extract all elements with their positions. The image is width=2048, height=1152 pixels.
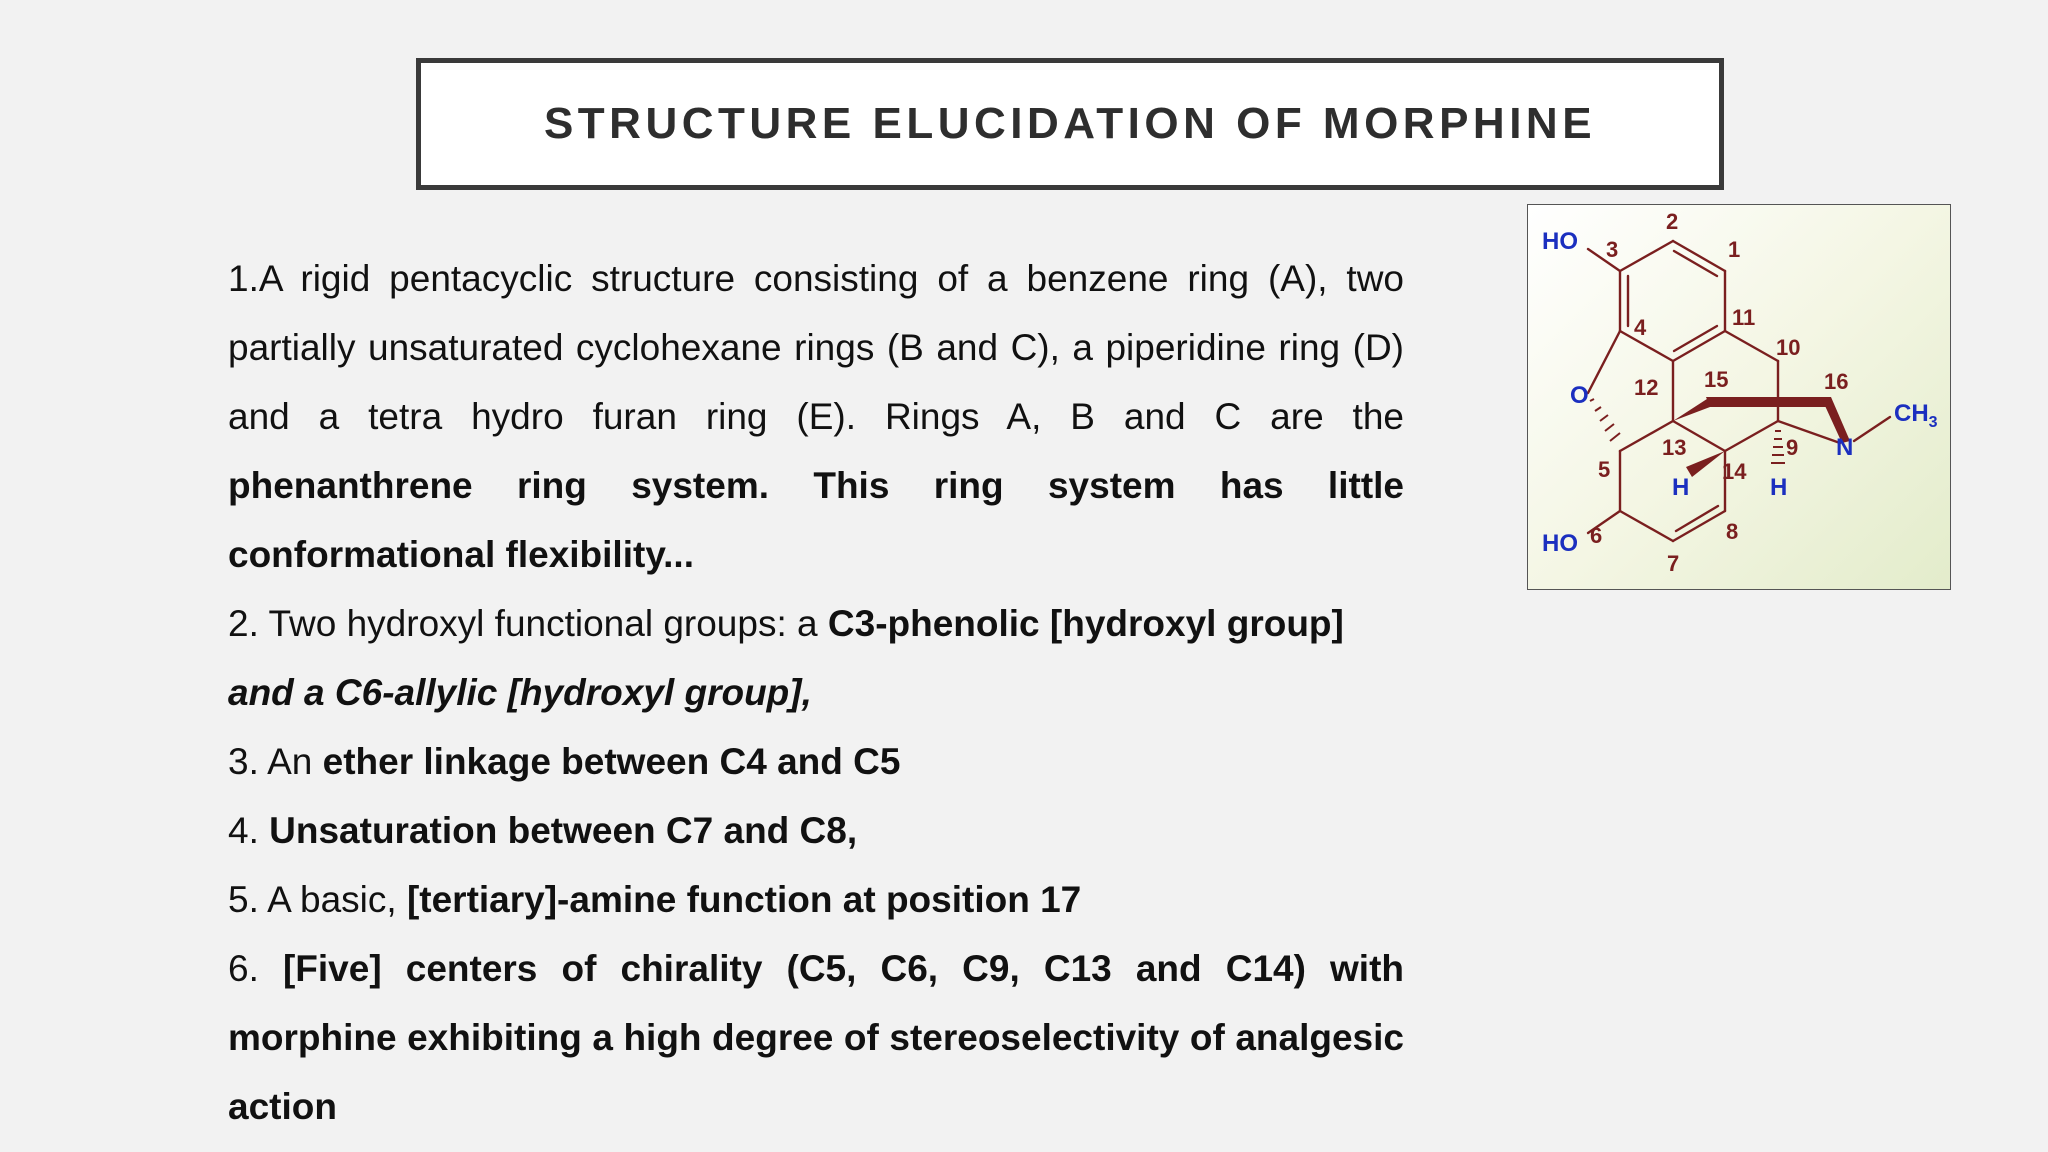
- point-4-text: 4.: [228, 810, 270, 851]
- atom-number-13: 13: [1662, 435, 1687, 460]
- hydrogen-c14-label: H: [1672, 474, 1690, 501]
- point-5-bold: [tertiary]-amine function at position 17: [406, 879, 1082, 920]
- content-text: [228, 244, 1404, 1141]
- point-3: [228, 727, 1404, 796]
- atom-number-4: 4: [1634, 315, 1647, 340]
- atom-number-10: 10: [1776, 335, 1801, 360]
- point-3-bold: ether linkage between C4 and C5: [322, 741, 901, 782]
- morphine-structure-image: [1527, 204, 1951, 590]
- atom-number-14: 14: [1722, 459, 1747, 484]
- point-1-text: 1.A rigid pentacyclic structure consisting of a benzene ring (A), two partially unsaturated cyclohexane rings (B and C), a piperidine ring (D) and a tetra hydro furan ring (E). Rings A, B and C are the: [228, 258, 1404, 437]
- atom-number-11: 11: [1732, 305, 1756, 330]
- point-4-bold: Unsaturation between C7 and C8,: [269, 810, 858, 851]
- atom-number-5: 5: [1598, 457, 1611, 482]
- atom-number-16: 16: [1824, 369, 1849, 394]
- atom-number-1: 1: [1728, 237, 1741, 262]
- methyl-label: $CH_3$: [1894, 400, 1938, 431]
- nitrogen-label: N: [1836, 434, 1854, 461]
- point-1: [228, 244, 1404, 589]
- point-6-bold: [Five] centers of chirality (C5, C6, C9, C13 and C14) with morphine exhibiting a high degree of stereoselectivity of analgesic action: [228, 948, 1405, 1127]
- point-2-text: 2. Two hydroxyl functional groups: a: [228, 603, 828, 644]
- hydrogen-c9-label: H: [1770, 474, 1788, 501]
- point-1-bold: phenanthrene ring system. This ring system has little conformational flexibility...: [228, 465, 1404, 575]
- point-4: [228, 796, 1404, 865]
- atom-number-2: 2: [1666, 209, 1679, 234]
- atom-number-9: 9: [1786, 435, 1799, 460]
- point-2-bold: C3-phenolic [hydroxyl group]: [827, 603, 1344, 644]
- point-5-text: 5. A basic,: [228, 879, 407, 920]
- point-6-text: 6.: [228, 948, 283, 989]
- atom-number-15: 15: [1704, 367, 1729, 392]
- atom-number-12: 12: [1634, 375, 1659, 400]
- atom-number-8: 8: [1726, 519, 1739, 544]
- morphine-structure-diagram: [1528, 205, 1950, 589]
- title-box: [416, 58, 1724, 190]
- point-6: [228, 934, 1404, 1141]
- point-3-text: 3. An: [228, 741, 323, 782]
- point-5: [228, 865, 1404, 934]
- page-title: STRUCTURE ELUCIDATION OF MORPHINE: [543, 99, 1597, 148]
- hydroxyl-c3-label: HO: [1542, 228, 1578, 255]
- point-2-bold-italic: and a C6-allylic [hydroxyl group],: [228, 672, 812, 713]
- atom-number-3: 3: [1606, 237, 1619, 262]
- atom-number-7: 7: [1667, 551, 1680, 576]
- atom-number-6: 6: [1590, 523, 1603, 548]
- hydroxyl-c6-label: HO: [1542, 530, 1578, 557]
- point-2: [228, 589, 1404, 727]
- ether-oxygen-label: O: [1570, 382, 1589, 409]
